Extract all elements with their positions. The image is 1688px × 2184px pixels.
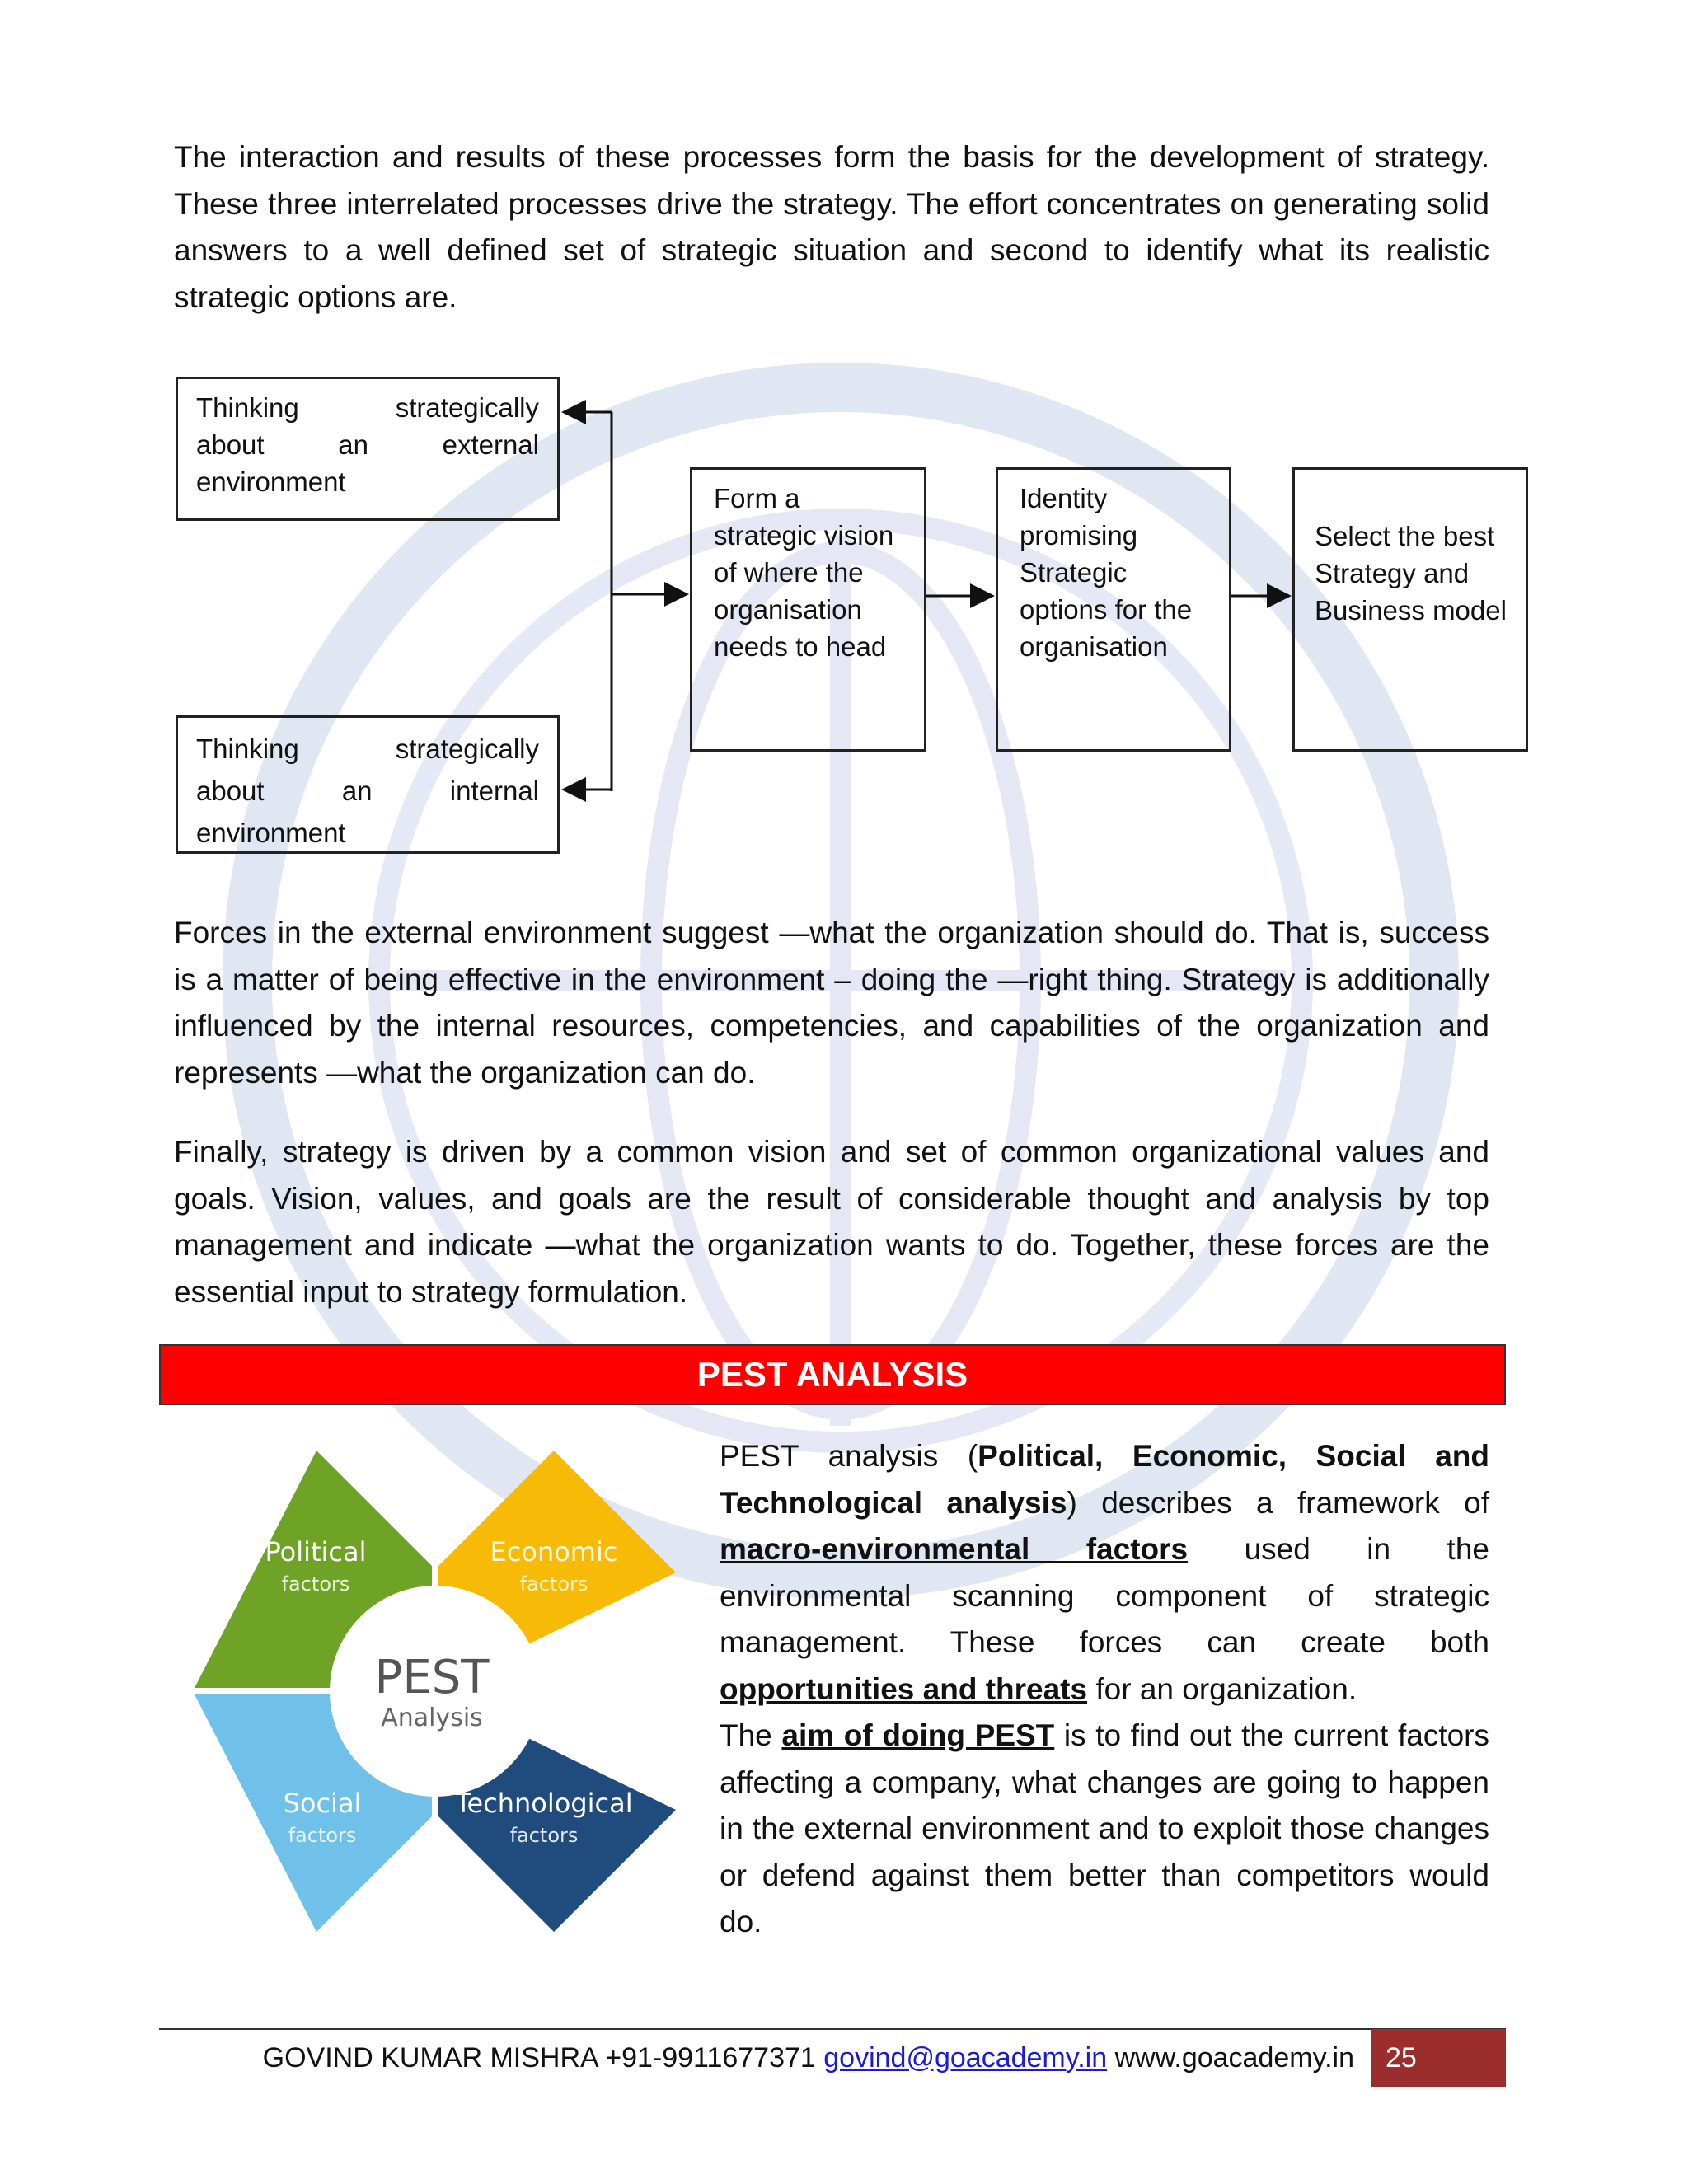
footer-website: www.goacademy.in (1114, 2041, 1354, 2074)
footer: GOVIND KUMAR MISHRA +91-9911677371 govind@goacademy.in www.goacademy.in (262, 2041, 1354, 2074)
select-strategy-box: Select the best Strategy and Business model (1292, 467, 1528, 752)
opportunities-threats-link[interactable]: opportunities and threats (720, 1671, 1088, 1706)
internal-environment-box: Thinking strategically about an internal environment (176, 715, 560, 854)
economic-factors: factors (519, 1572, 588, 1596)
macro-environmental-link[interactable]: macro-environmental factors (720, 1532, 1189, 1566)
section-banner (159, 1344, 1506, 1405)
flow-connectors (0, 0, 1688, 907)
pest-center-title: PEST (374, 1651, 490, 1704)
strategic-options-box: Identity promising Strategic options for the organisation (996, 467, 1231, 752)
political-factors: factors (281, 1572, 350, 1596)
aim-of-pest-link[interactable]: aim of doing PEST (781, 1718, 1055, 1752)
external-environment-box: Thinking strategically about an external environment (176, 377, 560, 521)
pest-description: PEST analysis (Political, Economic, Social and Technological analysis) describes a framework of macro-environmental factors used in the environmental scanning component of strategic management. These forces can create both opportunities and threats for an organization. The aim of doing PEST is to find out the current factors affecting a company, what changes are going to happen in the external environment and to exploit those changes or defend against them better than competitors would do. (720, 1439, 1489, 1938)
social-factors: factors (288, 1824, 357, 1847)
social-label: Social (283, 1788, 362, 1819)
intro-paragraph: The interaction and results of these processes form the basis for the development of strategy. These three interrelated processes drive the strategy. The effort concentrates on generating solid answers to a well defined set of strategic situation and second to identify what its realistic strategic options are. (174, 140, 1489, 314)
technological-factors: factors (509, 1824, 579, 1847)
page-number: 25 (1371, 2029, 1506, 2087)
strategic-vision-box: Form a strategic vision of where the organisation needs to head (690, 467, 926, 752)
pest-graphic (188, 1444, 682, 1938)
footer-email-link[interactable]: govind@goacademy.in (823, 2041, 1108, 2074)
forces-paragraph: Forces in the external environment suggest —what the organization should do. That is, success is a matter of being effective in the environment – doing the —right thing. Strategy is additionally influenced by the internal resources, competencies, and capabilities of the organization and represents —what the organization can do. (174, 916, 1489, 1090)
section-title: PEST ANALYSIS (696, 1355, 968, 1394)
technological-label: Technological (455, 1788, 633, 1819)
finally-paragraph: Finally, strategy is driven by a common vision and set of common organizational values and goals. Vision, values, and goals are the result of considerable thought and analysis by top management and indicate —what the organization wants to do. Together, these forces are the essential input to strategy formulation. (174, 1135, 1489, 1309)
political-label: Political (265, 1536, 367, 1568)
economic-label: Economic (490, 1536, 618, 1568)
pest-center-sub: Analysis (381, 1704, 483, 1732)
